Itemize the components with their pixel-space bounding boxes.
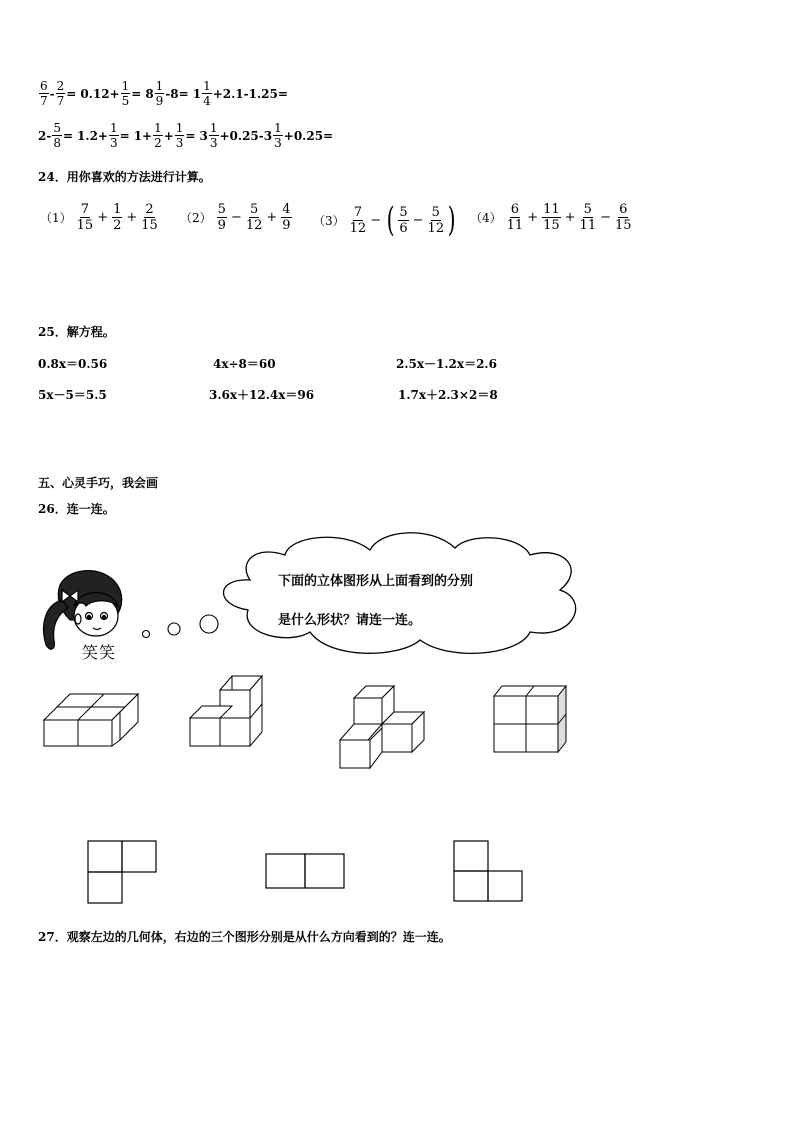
- top-view-2: [266, 854, 344, 888]
- thought-cloud: [223, 533, 575, 654]
- q26-title: 26．连一连。: [38, 502, 115, 516]
- calc-row-2: 2- $\frac{5}{8}$ = 1.2+ $\frac{1}{3}$ = 1+ $\frac{1}{2}$ + $\frac{1}{3}$ = 3 $\frac{1}{3}$ +0.25- 3 $\frac{1}{3}$ +0.25=: [38, 121, 334, 150]
- bubble-text-line-2: 是什么形状？请连一连。: [278, 613, 422, 628]
- q27-title: 27．观察左边的几何体，右边的三个图形分别是从什么方向看到的？连一连。: [38, 930, 451, 944]
- fraction: $\frac{1}{3}$: [175, 121, 184, 150]
- q24-problem-3: （3） $\frac{7}{12}$ − ( $\frac{5}{6}$ − $\frac{5}{12}$ ): [313, 200, 456, 240]
- top-view-1: [88, 841, 156, 903]
- equation: 1.7x＋2.3×2＝8: [398, 388, 498, 402]
- section-5-title: 五、心灵手巧，我会画: [38, 476, 159, 490]
- fraction: $\frac{1}{5}$: [121, 79, 130, 108]
- fraction: $\frac{5}{8}$: [53, 121, 61, 150]
- girl-illustration: [44, 571, 122, 650]
- q25-title: 25．解方程。: [38, 325, 115, 339]
- equation: 3.6x＋12.4x＝96: [209, 388, 315, 402]
- girl-caption: 笑笑: [82, 643, 117, 662]
- thought-dot: [168, 623, 180, 635]
- fraction: $\frac{2}{7}$: [56, 79, 65, 108]
- solid-figure-4: [494, 686, 566, 752]
- equation: 2.5x－1.2x＝2.6: [396, 357, 497, 371]
- thought-dot: [200, 615, 218, 633]
- fraction: $\frac{1}{3}$: [209, 121, 218, 150]
- fraction: $\frac{1}{2}$: [154, 121, 162, 150]
- q24-problem-2: （2） $\frac{5}{9}$ − $\frac{5}{12}$ + $\frac{4}{9}$: [180, 202, 291, 233]
- solid-figure-3: [340, 686, 424, 768]
- calc-row-1: $\frac{6}{7}$ - $\frac{2}{7}$ = 0.12+ $\frac{1}{5}$ = 8 $\frac{1}{9}$ -8= 1 $\frac{1}{4}$ +2.1-1.25=: [40, 79, 288, 108]
- solid-figure-1: [44, 694, 138, 746]
- equation: 4x÷8＝60: [213, 357, 276, 371]
- thought-dot: [143, 631, 150, 638]
- equation: 0.8x＝0.56: [38, 357, 108, 371]
- fraction: $\frac{1}{9}$: [155, 79, 164, 108]
- bubble-text-line-1: 下面的立体图形从上面看到的分别: [278, 574, 474, 589]
- q24-problem-1: （1） $\frac{7}{15}$ + $\frac{1}{2}$ + $\frac{2}{15}$: [40, 202, 158, 233]
- q24-title: 24．用你喜欢的方法进行计算。: [38, 170, 211, 184]
- fraction: $\frac{1}{3}$: [274, 121, 282, 150]
- solid-figure-2: [190, 676, 262, 746]
- fraction: $\frac{1}{4}$: [203, 79, 211, 108]
- q24-problem-4: （4） $\frac{6}{11}$ + $\frac{11}{15}$ + $\frac{5}{11}$ − $\frac{6}{15}$: [470, 202, 632, 233]
- fraction: $\frac{6}{7}$: [40, 79, 48, 108]
- top-view-3: [454, 841, 522, 901]
- equation: 5x－5＝5.5: [38, 388, 107, 402]
- fraction: $\frac{1}{3}$: [109, 121, 118, 150]
